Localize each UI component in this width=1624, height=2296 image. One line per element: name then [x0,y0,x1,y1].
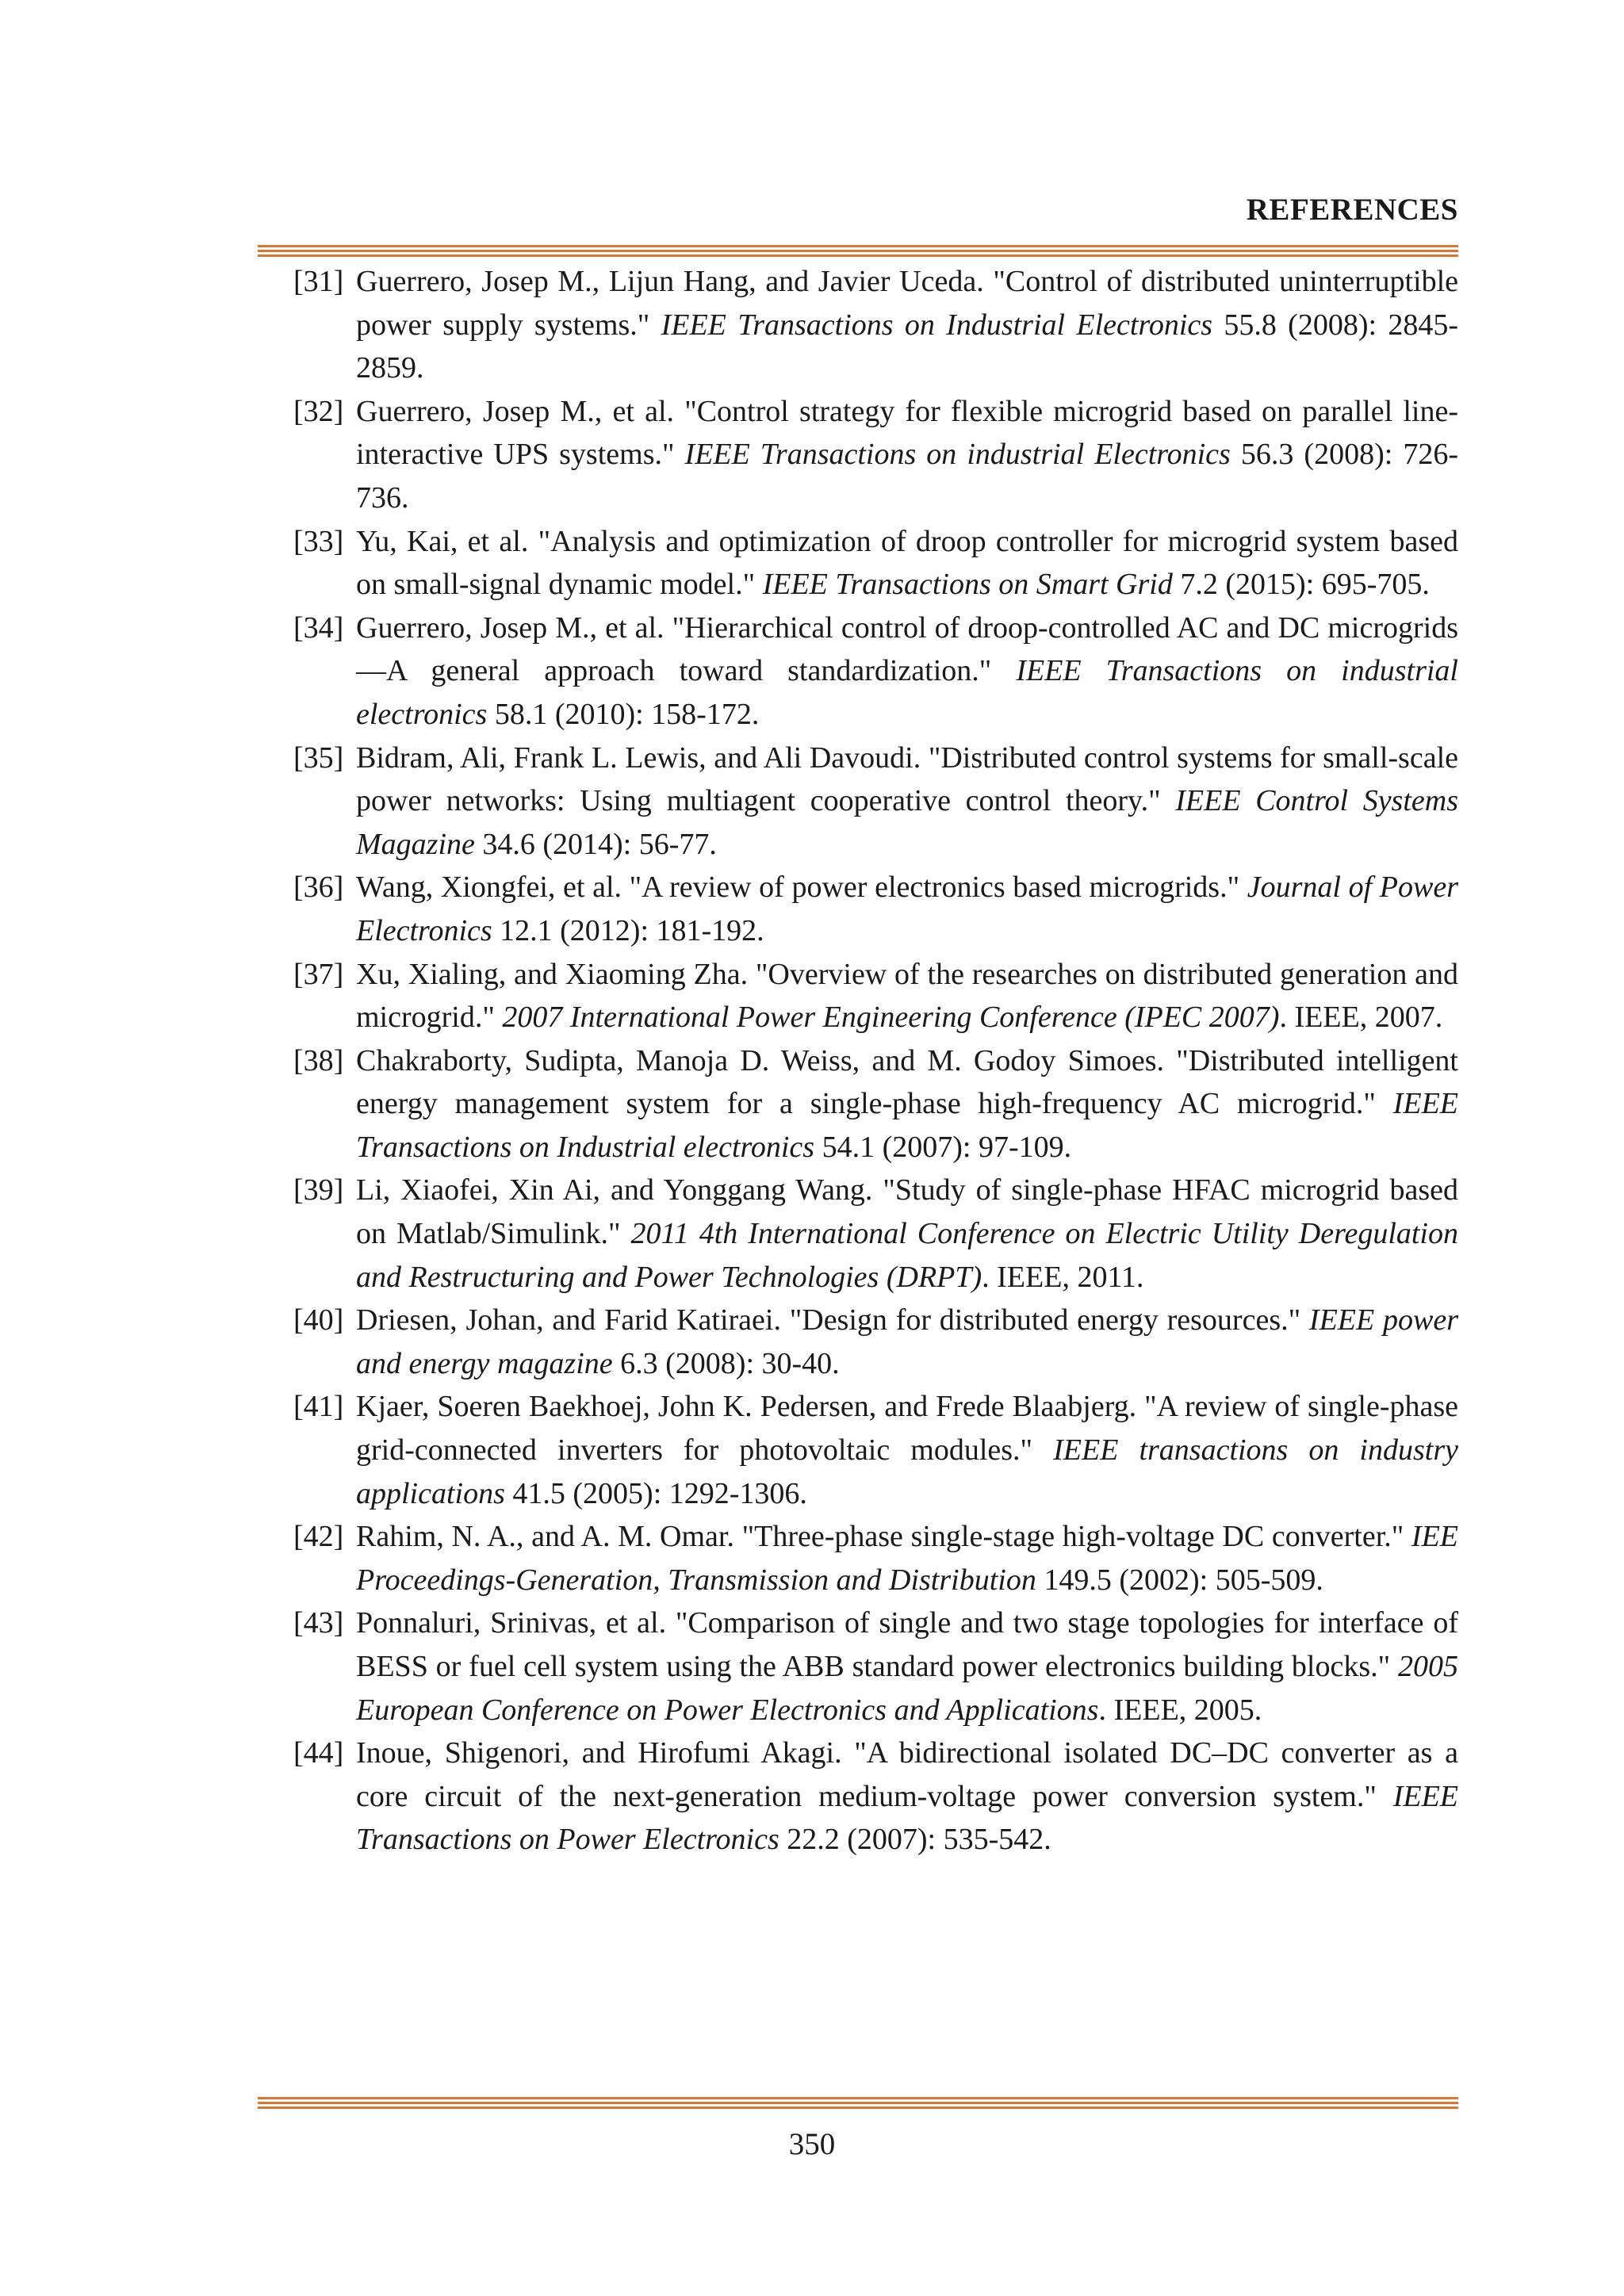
reference-venue: IEEE Control Systems Magazine [356,784,1459,861]
reference-details: 149.5 (2002): 505-509. [1036,1563,1323,1597]
reference-item [293,1515,1458,1601]
rule-line [258,2102,1458,2104]
rule-line [258,254,1458,257]
reference-details: . IEEE, 2005. [1098,1693,1262,1727]
rule-line [258,250,1458,252]
reference-item [293,737,1458,867]
reference-number: [41] [293,1390,344,1424]
section-title: REFERENCES [1246,193,1458,227]
reference-venue: IEE Proceedings-Generation, Transmission and Distribution [356,1520,1458,1597]
reference-venue: IEEE Transactions on Industrial Electronics [661,308,1213,342]
reference-text: Rahim, N. A., and A. M. Omar. "Three-phase single-stage high-voltage DC converter." [356,1520,1411,1554]
reference-number: [37] [293,957,344,991]
reference-list [293,260,1458,1862]
reference-details: 55.8 (2008): 2845-2859. [356,308,1458,385]
reference-details: 22.2 (2007): 535-542. [779,1823,1051,1857]
reference-text: Li, Xiaofei, Xin Ai, and Yonggang Wang. "Study of single-phase HFAC microgrid based on Matlab/Simulink." [356,1173,1458,1251]
reference-details: 6.3 (2008): 30-40. [612,1346,840,1380]
reference-venue: IEEE Transactions on Smart Grid [762,568,1173,602]
reference-number: [38] [293,1043,344,1077]
reference-item [293,1732,1458,1862]
reference-item [293,953,1458,1039]
reference-text: Guerrero, Josep M., et al. "Control strategy for flexible microgrid based on parallel line-interactive UPS systems." [356,394,1458,472]
reference-venue: 2011 4th International Conference on Electric Utility Deregulation and Restructuring and Power Technologies (DRPT) [356,1217,1458,1294]
reference-text: Guerrero, Josep M., et al. "Hierarchical control of droop-controlled AC and DC microgrids—A general approach toward standardization." [356,610,1458,688]
reference-number: [44] [293,1736,344,1770]
reference-item [293,1169,1458,1299]
reference-item [293,1601,1458,1732]
reference-details: 54.1 (2007): 97-109. [814,1130,1072,1164]
reference-number: [39] [293,1173,344,1207]
reference-number: [33] [293,524,344,558]
reference-number: [32] [293,394,344,428]
reference-item [293,607,1458,737]
rule-line [258,245,1458,247]
reference-venue: IEEE Transactions on industrial electronics [356,654,1458,731]
reference-details: 58.1 (2010): 158-172. [487,697,760,731]
rule-line [258,2107,1458,2109]
reference-venue: 2007 International Power Engineering Conference (IPEC 2007) [502,1001,1280,1035]
reference-details: 41.5 (2005): 1292-1306. [504,1476,807,1510]
header-rule [258,245,1458,259]
page-number: 350 [788,2127,836,2161]
reference-venue: Journal of Power Electronics [356,871,1458,947]
reference-venue: IEEE Transactions on Industrial electronics [356,1087,1458,1164]
reference-text: Driesen, Johan, and Farid Katiraei. "Design for distributed energy resources." [356,1303,1309,1337]
reference-text: Ponnaluri, Srinivas, et al. "Comparison of single and two stage topologies for interface of BESS or fuel cell system using the ABB standard power electronics building blocks." [356,1606,1458,1683]
reference-text: Wang, Xiongfei, et al. "A review of power electronics based microgrids." [356,871,1247,905]
reference-details: . IEEE, 2011. [982,1260,1144,1294]
reference-details: . IEEE, 2007. [1279,1001,1443,1035]
reference-text: Inoue, Shigenori, and Hirofumi Akagi. "A bidirectional isolated DC–DC converter as a core circuit of the next-generation medium-voltage power conversion system." [356,1736,1458,1813]
reference-number: [36] [293,871,344,905]
reference-item [293,1299,1458,1385]
reference-text: Yu, Kai, et al. "Analysis and optimization of droop controller for microgrid system based on small-signal dynamic model." [356,524,1458,602]
reference-details: 7.2 (2015): 695-705. [1172,568,1430,602]
footer-rule [258,2097,1458,2111]
reference-number: [35] [293,740,344,775]
reference-item [293,390,1458,520]
reference-number: [34] [293,610,344,645]
reference-item [293,1385,1458,1515]
reference-item [293,520,1458,607]
reference-venue: 2005 European Conference on Power Electronics and Applications [356,1650,1458,1727]
reference-venue: IEEE transactions on industry applications [356,1433,1458,1510]
reference-venue: IEEE Transactions on industrial Electronics [684,438,1231,472]
reference-details: 56.3 (2008): 726-736. [356,438,1458,515]
reference-text: Xu, Xialing, and Xiaoming Zha. "Overview of the researches on distributed generation and microgrid." [356,957,1458,1035]
reference-number: [42] [293,1520,344,1554]
reference-number: [43] [293,1606,344,1640]
reference-number: [31] [293,265,344,298]
reference-item [293,866,1458,952]
reference-text: Guerrero, Josep M., Lijun Hang, and Javier Uceda. "Control of distributed uninterruptible power supply systems." [356,265,1458,342]
reference-venue: IEEE Transactions on Power Electronics [356,1779,1458,1857]
reference-text: Kjaer, Soeren Baekhoej, John K. Pedersen, and Frede Blaabjerg. "A review of single-phase grid-connected inverters for photovoltaic modules." [356,1390,1458,1468]
reference-text: Chakraborty, Sudipta, Manoja D. Weiss, and M. Godoy Simoes. "Distributed intelligent energy management system for a single-phase high-frequency AC microgrid." [356,1043,1458,1121]
reference-item [293,260,1458,390]
reference-number: [40] [293,1303,344,1337]
reference-details: 12.1 (2012): 181-192. [492,913,764,947]
reference-item [293,1039,1458,1169]
reference-venue: IEEE power and energy magazine [356,1303,1459,1380]
rule-line [258,2097,1458,2099]
reference-details: 34.6 (2014): 56-77. [474,827,717,861]
reference-text: Bidram, Ali, Frank L. Lewis, and Ali Davoudi. "Distributed control systems for small-scale power networks: Using multiagent cooperative control theory." [356,740,1458,818]
